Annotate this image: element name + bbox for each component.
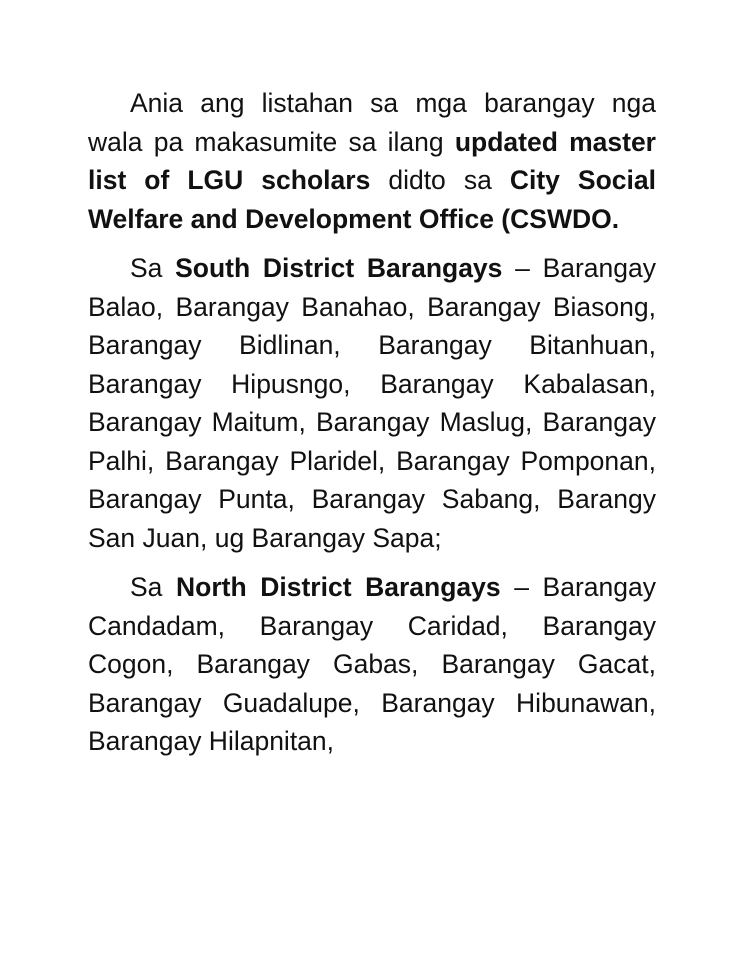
south-district-heading: South District Barangays — [175, 253, 503, 283]
document-page — [88, 84, 656, 761]
north-district-paragraph — [88, 568, 656, 761]
north-barangay-list: – Barangay Candadam, Barangay Caridad, Barangay Cogon, Barangay Gabas, Barangay Gacat, Barangay Guadalupe, Barangay Hibunawan, Barangay Hilapnitan, — [88, 572, 656, 756]
north-lead-text: Sa — [130, 572, 176, 602]
south-barangay-list: – Barangay Balao, Barangay Banahao, Barangay Biasong, Barangay Bidlinan, Barangay Bitanhuan, Barangay Hipusngo, Barangay Kabalasan, Barangay Maitum, Barangay Maslug, Barangay Palhi, Barangay Plaridel, Barangay Pomponan, Barangay Punta, Barangay Sabang, Barangy San Juan, ug Barangay Sapa; — [88, 253, 657, 553]
intro-emphasis-masterlist: updated master list of LGU scholars — [88, 126, 656, 195]
intro-text-didto: didto sa — [370, 165, 510, 195]
intro-paragraph — [88, 84, 656, 238]
intro-text: Ania ang listahan sa mga barangay nga wala pa makasumite sa ilang — [88, 88, 656, 157]
south-district-paragraph — [88, 249, 656, 557]
north-district-heading: North District Barangays — [176, 572, 501, 602]
south-lead-text: Sa — [130, 253, 176, 283]
intro-emphasis-office: City Social Welfare and Development Office (CSWDO. — [88, 165, 656, 234]
